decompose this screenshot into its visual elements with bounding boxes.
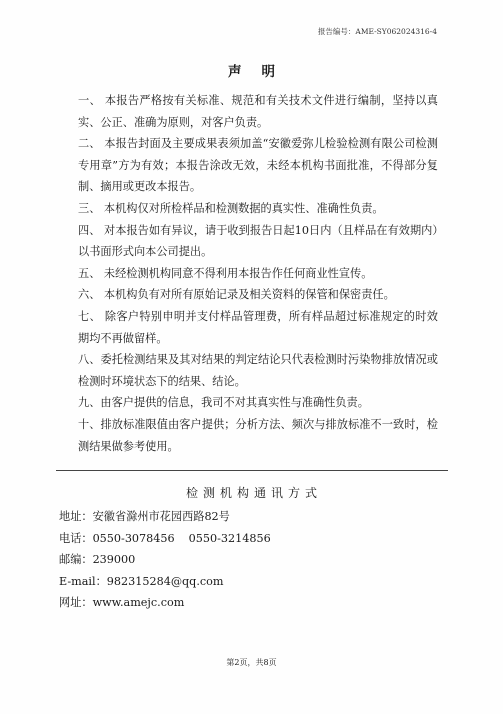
report-number: 报告编号：AME-SY062024316-4 — [317, 27, 437, 36]
clause-10: 十、排放标准限值由客户提供；分析方法、频次与排放标准不一致时，检测结果做参考使用。 — [78, 417, 438, 453]
contact-phone-line — [59, 528, 439, 550]
clause-5: 五、 未经检测机构同意不得利用本报告作任何商业性宣传。 — [78, 266, 373, 280]
clause-3: 三、 本机构仅对所检样品和检测数据的真实性、准确性负责。 — [78, 201, 384, 215]
clause-2: 二、 本报告封面及主要成果表须加盖“安徽爱弥儿检验检测有限公司检测专用章”方为有效；本报告涂改无效，未经本机构书面批准，不得部分复制、摘用或更改本报告。 — [78, 137, 438, 194]
page-title: 声明 — [228, 64, 295, 80]
contact-postcode: 邮编：239000 — [59, 553, 136, 566]
contact-address: 地址：安徽省滁州市花园西路82号 — [59, 510, 230, 523]
declaration-clauses — [78, 90, 438, 457]
clause-4: 四、 对本报告如有异议，请于收到报告日起10日内（且样品在有效期内）以书面形式向本公司提出。 — [78, 223, 438, 259]
clause-8: 八、委托检测结果及其对结果的判定结论只代表检测时污染物排放情况或检测时环境状态下的结果、结论。 — [78, 353, 438, 388]
clause-9: 九、由客户提供的信息，我司不对其真实性与准确性负责。 — [78, 396, 369, 410]
page-number: 第2页，共8页 — [226, 658, 277, 667]
contact-email: E-mail：982315284@qq.com — [59, 574, 224, 588]
section-divider — [56, 470, 448, 471]
clause-1: 一、 本报告严格按有关标准、规范和有关技术文件进行编制，坚持以真实、公正、准确为原则，对客户负责。 — [78, 94, 438, 129]
contact-heading: 检测机构通讯方式 — [185, 486, 322, 500]
contact-details — [59, 506, 439, 614]
contact-phone-1: 电话：0550-3078456 — [59, 531, 175, 545]
contact-website: 网址：www.amejc.com — [59, 596, 185, 609]
contact-phone-2: 0550-3214856 — [188, 531, 271, 545]
clause-7: 七、 除客户特别申明并支付样品管理费，所有样品超过标准规定的时效期均不再做留样。 — [78, 309, 438, 345]
clause-6: 六、 本机构负有对所有原始记录及相关资料的保管和保密责任。 — [78, 288, 395, 302]
